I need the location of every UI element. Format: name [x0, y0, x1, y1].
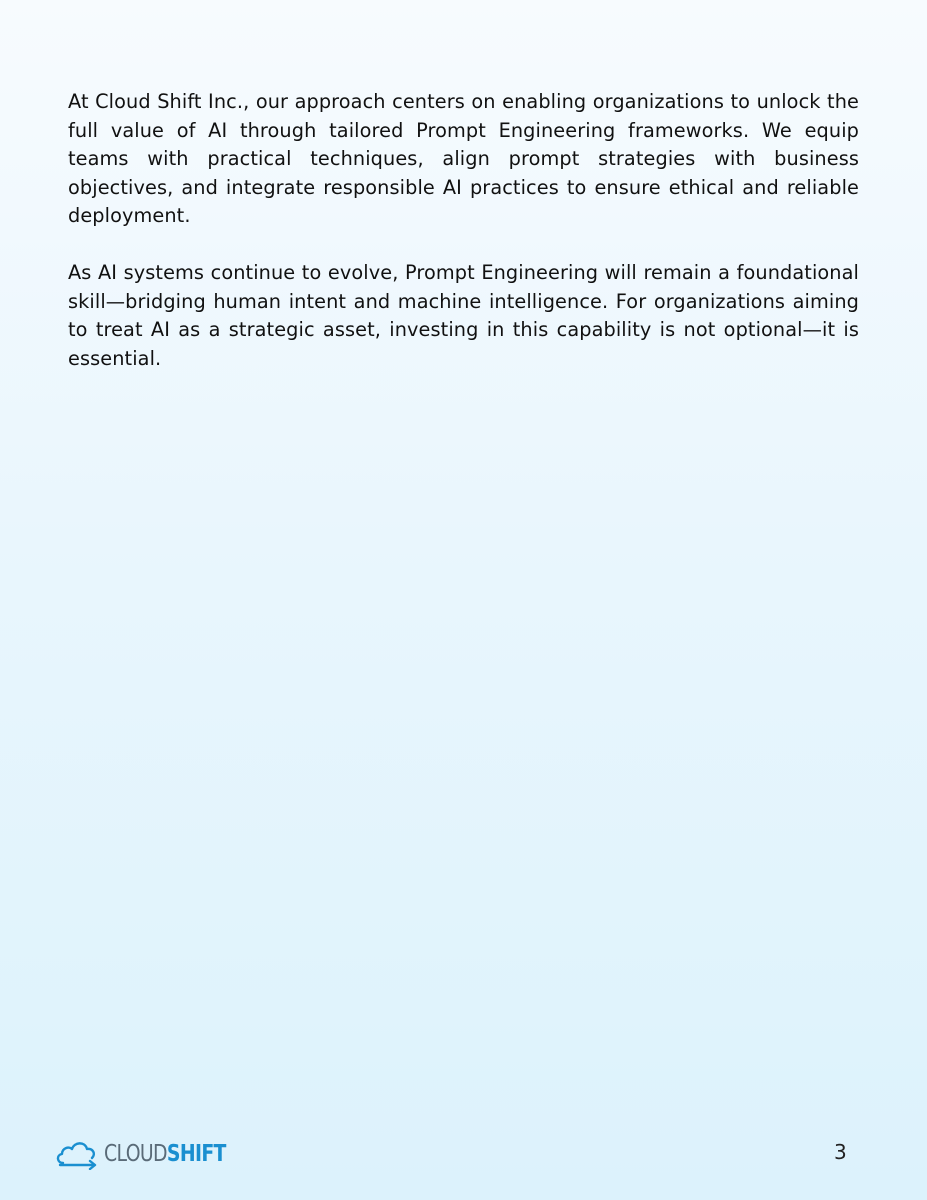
cloud-arrow-icon — [54, 1136, 100, 1170]
cloudshift-logo — [54, 1133, 252, 1173]
logo-wordmark — [104, 1143, 226, 1166]
paragraph-conclusion: As AI systems continue to evolve, Prompt Engineering will remain a foundational skill—bridging human intent and machine intelligence. For organizations aiming to treat AI as a strategic asset, investing in this capability is not optional—it is essential. — [68, 260, 859, 370]
body-text — [68, 88, 859, 401]
paragraph-approach: At Cloud Shift Inc., our approach centers on enabling organizations to unlock the full value of AI through tailored Prompt Engineering frameworks. We equip teams with practical techniques, align prompt strategies with business objectives, and integrate responsible AI practices to ensure ethical and reliable deployment. — [68, 90, 859, 228]
logo-word-shift: SHIFT — [166, 1141, 226, 1167]
page-number: 3 — [834, 1140, 847, 1164]
logo-word-cloud: CLOUD — [104, 1141, 167, 1167]
